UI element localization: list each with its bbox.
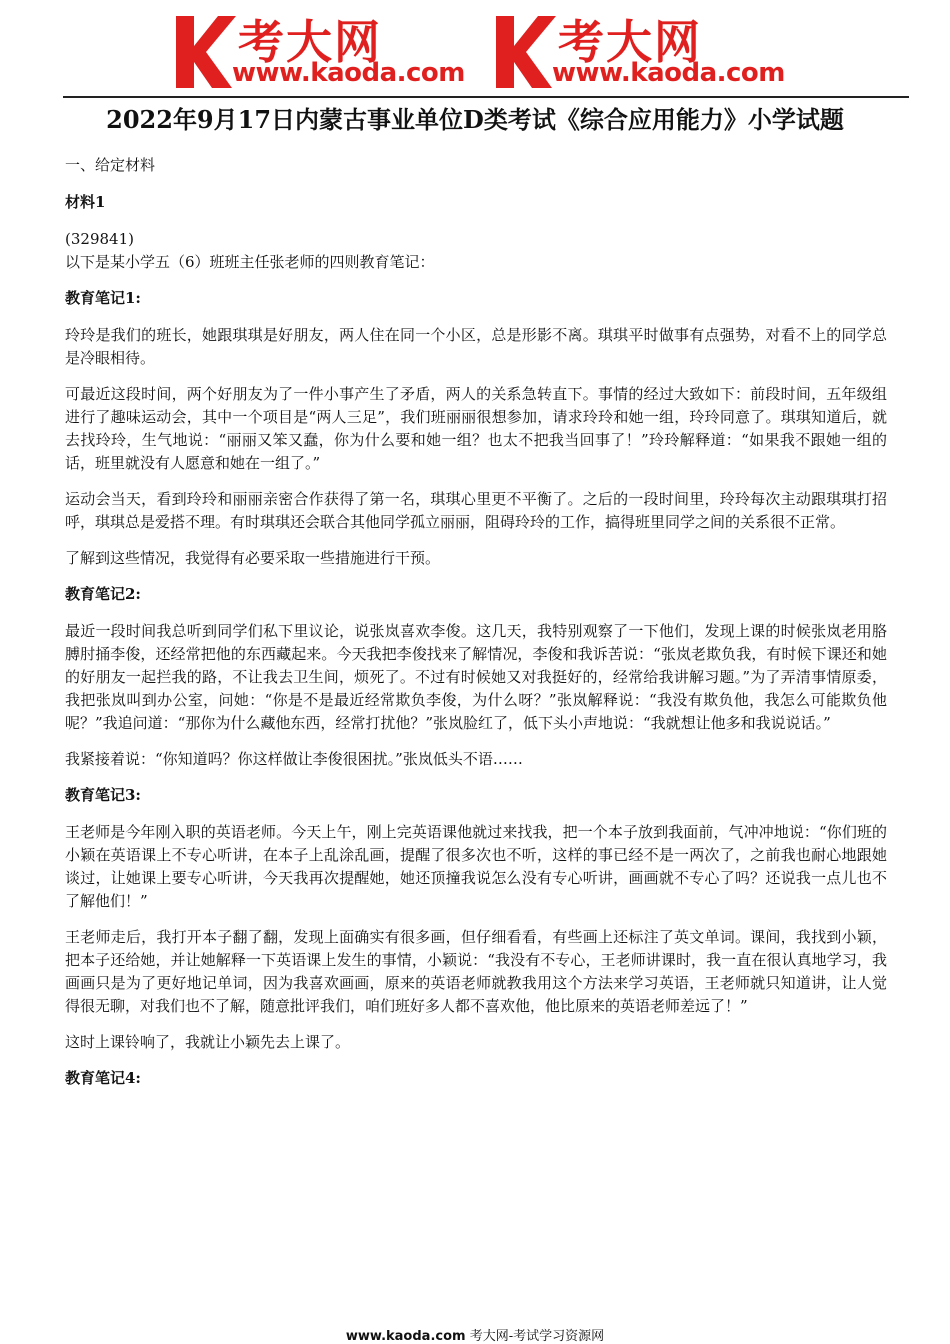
kaoda-logo[interactable] <box>492 8 812 92</box>
kaoda-logo[interactable] <box>172 8 492 92</box>
page-header <box>0 0 950 96</box>
page-footer <box>0 1325 950 1344</box>
note-paragraph: 可最近这段时间，两个好朋友为了一件小事产生了矛盾，两人的关系急转直下。事情的经过大致如下：前段时间，五年级组进行了趣味运动会，其中一个项目是“两人三足”，我们班丽丽很想参加，请求玲玲和她一组，玲玲同意了。琪琪知道后，就去找玲玲，生气地说：“丽丽又笨又蠢，你为什么要和她一组？也太不把我当回事了！”玲玲解释道：“如果我不跟她一组的话，班里就没有人愿意和她在一组了。” <box>65 385 887 472</box>
note-paragraph: 最近一段时间我总听到同学们私下里议论，说张岚喜欢李俊。这几天，我特别观察了一下他们，发现上课的时候张岚老用胳膊肘捅李俊，还经常把他的东西藏起来。今天我把李俊找来了解情况，李俊和我诉苦说：“张岚老欺负我，有时候下课还和她的好朋友一起拦我的路，不让我去卫生间，烦死了。不过有时候她又对我挺好的，经常给我讲解习题。”为了弄清事情原委，我把张岚叫到办公室，问她：“你是不是最近经常欺负李俊，为什么呀？”张岚解释说：“我没有欺负他，我怎么可能欺负他呢？”我追问道：“那你为什么藏他东西，经常打扰他？”张岚脸红了，低下头小声地说：“我就想让他多和我说说话。” <box>65 622 887 732</box>
material-id: (329841) <box>65 230 134 248</box>
note-paragraph: 我紧接着说：“你知道吗？你这样做让李俊很困扰。”张岚低头不语…… <box>65 750 523 768</box>
logo-url-text: www.kaoda.com <box>232 58 465 88</box>
k-logo-icon <box>172 12 236 88</box>
note-label: 教育笔记2: <box>65 585 141 603</box>
logo-chinese-text: 考大网 <box>238 15 382 69</box>
material-label: 材料1 <box>65 193 106 211</box>
note-paragraph: 王老师是今年刚入职的英语老师。今天上午，刚上完英语课他就过来找我，把一个本子放到我面前，气冲冲地说：“你们班的小颖在英语课上不专心听讲，在本子上乱涂乱画，提醒了很多次也不听，这样的事已经不是一两次了，之前我也耐心地跟她谈过，让她课上要专心听讲，今天我再次提醒她，她还顶撞我说怎么没有专心听讲，画画就不专心了吗？还说我一点儿也不了解他们！” <box>65 823 887 910</box>
note-paragraph: 王老师走后，我打开本子翻了翻，发现上面确实有很多画，但仔细看看，有些画上还标注了英文单词。课间，我找到小颖，把本子还给她，并让她解释一下英语课上发生的事情，小颖说：“我没有不专心，王老师讲课时，我一直在很认真地学习，我画画只是为了更好地记单词，因为我喜欢画画，原来的英语老师就教我用这个方法来学习英语，王老师就只知道讲，让人觉得很无聊，对我们也不了解，随意批评我们，咱们班好多人都不喜欢他，他比原来的英语老师差远了！” <box>65 928 887 1015</box>
note-label: 教育笔记3: <box>65 786 141 804</box>
note-paragraph: 玲玲是我们的班长，她跟琪琪是好朋友，两人住在同一个小区，总是形影不离。琪琪平时做事有点强势，对看不上的同学总是冷眼相待。 <box>65 326 887 367</box>
intro-text: 以下是某小学五（6）班班主任张老师的四则教育笔记： <box>65 253 435 271</box>
note-label: 教育笔记1: <box>65 289 141 307</box>
note-paragraph: 这时上课铃响了，我就让小颖先去上课了。 <box>65 1033 351 1051</box>
header-divider <box>63 96 909 98</box>
note-label: 教育笔记4: <box>65 1069 141 1087</box>
footer-text: 考大网-考试学习资源网 <box>469 1329 605 1344</box>
k-logo-icon <box>492 12 556 88</box>
note-paragraph: 了解到这些情况，我觉得有必要采取一些措施进行干预。 <box>65 549 441 567</box>
note-paragraph: 运动会当天，看到玲玲和丽丽亲密合作获得了第一名，琪琪心里更不平衡了。之后的一段时间里，玲玲每次主动跟琪琪打招呼，琪琪总是爱搭不理。有时琪琪还会联合其他同学孤立丽丽，阻碍玲玲的工作，搞得班里同学之间的关系很不正常。 <box>65 490 887 531</box>
logo-chinese-text: 考大网 <box>558 15 702 69</box>
section-heading: 一、给定材料 <box>65 156 156 174</box>
footer-site-link[interactable]: www.kaoda.com <box>345 1329 466 1344</box>
logo-url-text: www.kaoda.com <box>552 58 785 88</box>
document-body <box>65 154 887 1104</box>
document-title: 2022年9月17日内蒙古事业单位D类考试《综合应用能力》小学试题 <box>106 105 844 134</box>
